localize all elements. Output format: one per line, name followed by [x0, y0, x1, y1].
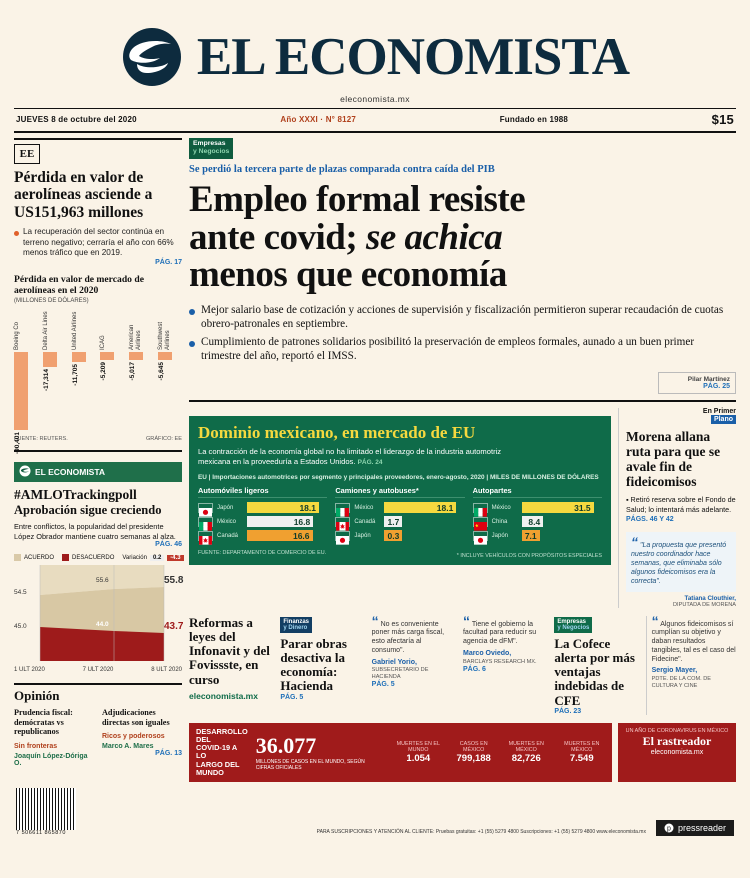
flag-icon-japón: [335, 531, 350, 541]
infographic-unit: EU | Importaciones automotrices por segmento y principales proveedores, enero-agosto, 2020 | MILES DE MILLONES DE DÓLARES: [198, 474, 599, 482]
opinion-title: Adjudicaciones directas son iguales: [102, 708, 170, 727]
panel-row: [198, 502, 327, 513]
brief-quote-text: Algunos fideicomisos sí cumplían su objetivo y daban resultados tangibles, tal es el caso del Fidecine".: [651, 620, 736, 663]
lead-headline: [189, 178, 736, 296]
rail-kicker-line1: En Primer: [702, 407, 736, 415]
byline-ref[interactable]: PÁG. 25: [703, 382, 730, 390]
lead-bullet-text: Cumplimiento de patrones solidarios posibilitó la preservación de empleos formales, aunado a un buen primer trimestre del año, reportó el IMSS.: [201, 336, 695, 363]
bar-item: [72, 310, 96, 386]
amlo-brand-bar: [14, 462, 182, 482]
opinion-author: Joaquín López-Dóriga O.: [14, 752, 88, 767]
rastreador-promo[interactable]: [618, 723, 736, 782]
airlines-bullet: [14, 227, 182, 259]
brief-ref[interactable]: PÁG. 23: [554, 708, 582, 715]
page-title: EL ECONOMISTA: [196, 28, 630, 86]
variation-up: 0.2: [150, 555, 164, 561]
brief-quote-role: PDTE. DE LA COM. DE CULTURA Y CINE: [651, 676, 712, 689]
panel-country: Japón: [491, 532, 509, 539]
byline-name: Pilar Martínez: [687, 375, 730, 383]
lead-headline-line3: menos que economía: [189, 254, 507, 296]
bar-category: Delta Air Lines: [42, 311, 49, 351]
lead-headline-emphasis: se achica: [365, 216, 503, 258]
brief-tag: [280, 617, 312, 633]
amlo-subtitle: Aprobación sigue creciendo: [14, 503, 162, 518]
brief-headline: Reformas a leyes del Infonavit y del Fovissste, en curso: [189, 614, 270, 687]
covid-stat-value: 1.054: [406, 752, 431, 764]
footer-fine-print: PARA SUSCRIPCIONES Y ATENCIÓN AL CLIENTE: Pruebas gratuitas: +1 (55) 5279 4800 Suscripciones: +1 (55) 5279 4800 www.eleconomista.mx: [316, 829, 646, 836]
amlo-area-chart: [14, 565, 182, 665]
bar-item: [14, 310, 38, 454]
panel-bar: 18.1: [384, 502, 456, 513]
brief-hacienda[interactable]: [280, 616, 364, 715]
rail-headline: Morena allana ruta para que se avale fin de fideicomisos: [626, 428, 721, 490]
covid-stat-value: 82,726: [511, 752, 541, 764]
infographic-source: FUENTE: DEPARTAMENTO DE COMERCIO DE EU.: [198, 550, 327, 557]
bar-value: -5,645: [158, 362, 166, 381]
panel-country: México: [217, 518, 237, 525]
quote-mark-icon: “: [631, 534, 638, 551]
flag-icon-méxico: [473, 503, 488, 513]
founded-year: Fundado en 1988: [499, 115, 569, 124]
amlo-x-3: 8 ULT 2020: [151, 667, 182, 674]
brief-quote-mayer[interactable]: [646, 612, 736, 715]
right-rail[interactable]: [618, 408, 736, 608]
legend-acuerdo-label: ACUERDO: [24, 554, 55, 561]
covid-bignum-block: [256, 733, 385, 771]
infographic-panel: [335, 486, 464, 544]
covid-stat-label: MUERTES EN EL MUNDO: [396, 740, 440, 753]
rastreador-title: El rastreador: [642, 734, 712, 748]
covid-stat-label: MUERTES EN MÉXICO: [564, 740, 600, 753]
amlo-y-top-left: 54.5: [14, 589, 27, 597]
lead-kicker-line2: y Negocios: [193, 148, 230, 156]
lead-headline-line2: ante covid;: [189, 216, 366, 258]
covid-stat-label: MUERTES EN MÉXICO: [508, 740, 544, 753]
brief-tag-line1: Empresas: [557, 618, 586, 625]
opinion-header: Opinión: [14, 683, 182, 704]
panel-country: Japón: [354, 532, 371, 539]
bar-category: Southwest Airlines: [158, 322, 172, 351]
brief-quote-name: Marco Oviedo,: [462, 649, 512, 657]
airlines-ref[interactable]: PÁG. 17: [155, 259, 182, 267]
panel-country: Canadá: [354, 518, 376, 525]
brief-quote-role: BARCLAYS RESEARCH MX.: [462, 658, 537, 665]
bar-category: United Airlines: [71, 311, 78, 351]
opinion-item[interactable]: [102, 708, 182, 766]
brief-tag-line2: y Negocios: [557, 624, 590, 631]
rail-bullet: ▪ Retiró reserva sobre el Fondo de Salud; lo intentará más adelante. PÁGS. 46 Y 42: [626, 495, 736, 523]
amlo-poll-block[interactable]: [14, 450, 182, 673]
logo-icon: [121, 26, 183, 88]
covid-label: [196, 728, 248, 777]
brief-quote-text: Tiene el gobierno la facultad para reducir su agencia de dFM".: [462, 620, 537, 646]
panel-row: [335, 530, 464, 541]
panel-bar: 31.5: [522, 502, 594, 513]
bar-value: -17,314: [42, 369, 50, 392]
amlo-ref[interactable]: PÁG. 46: [155, 541, 182, 549]
panel-row: [473, 516, 602, 527]
chart-source: FUENTE: REUTERS.: [14, 436, 68, 443]
lead-kicker-line1: Empresas: [193, 140, 226, 147]
rail-ref[interactable]: PÁGS. 46 Y 42: [626, 515, 674, 523]
infographic-panel: [198, 486, 327, 544]
bar-rect: [158, 352, 172, 360]
bar-category: Boeing Co: [14, 322, 20, 351]
opinion-ref[interactable]: PÁG. 13: [155, 750, 182, 758]
panel-title: Automóviles ligeros: [198, 486, 327, 498]
covid-stats: [189, 723, 612, 782]
brief-url[interactable]: eleconomista.mx: [189, 691, 258, 701]
divider-thick: [14, 131, 736, 133]
covid-label-l1: DESARROLLO DEL: [196, 727, 248, 745]
brief-tag-line2: y Dinero: [283, 624, 308, 631]
bullet-dot-icon: [14, 231, 19, 236]
covid-stat-value: 799,188: [456, 752, 491, 764]
covid-bignum-sub: MILLONES DE CASOS EN EL MUNDO, SEGÚN CIFRAS OFICIALES: [255, 759, 365, 772]
amlo-mid-top: 55.6: [96, 577, 109, 585]
bar-item: [158, 310, 182, 380]
chart-unit: (MILLONES DE DÓLARES): [14, 298, 89, 305]
lead-kicker: [189, 138, 233, 159]
bar-rect: [14, 352, 28, 430]
infographic-description-text: La contracción de la economía global no ha limitado el liderazgo de la industria automotriz mexicana en la proveeduría a Estados Unidos.: [198, 446, 502, 466]
bar-item: [100, 310, 124, 380]
covid-stat: [453, 741, 494, 764]
variation-box: [122, 555, 183, 561]
brief-quote-yorio[interactable]: [371, 612, 456, 715]
flag-icon-china: [473, 517, 488, 527]
brief-quote-oviedo[interactable]: [462, 612, 547, 715]
covid-bar: [189, 723, 736, 782]
panel-country: México: [491, 504, 511, 511]
amlo-x-1: 1 ULT 2020: [14, 667, 45, 674]
rail-quote-role: DIPUTADA DE MORENA: [673, 601, 736, 608]
panel-row: [198, 530, 327, 541]
date-bar: [0, 109, 750, 130]
variation-label: Variación: [122, 554, 147, 561]
infographic-ref[interactable]: PÁG. 24: [357, 458, 383, 466]
brief-infonavit[interactable]: [189, 616, 273, 715]
rail-quote: [626, 532, 736, 591]
infographic-description: [198, 447, 528, 467]
brief-ref[interactable]: PÁG. 5: [280, 693, 304, 701]
airlines-bullet-text: La recuperación del sector continúa en terreno negativo; cerraría el año con 66% menos tráfico que en 2019.: [23, 227, 174, 258]
chart-title: Pérdida en valor de mercado de aerolíneas en el 2020: [14, 274, 144, 297]
covid-stat-list: [392, 741, 605, 764]
svg-text:p: p: [667, 825, 671, 833]
infographic-title: Dominio mexicano, en mercado de EU: [198, 422, 476, 442]
brief-quote-role: SUBSECRETARIO DE HACIENDA: [371, 667, 429, 681]
brief-headline: La Cofece alerta por más ventajas indebidas de CFE: [554, 635, 635, 708]
panel-bar: 0.3: [384, 530, 402, 541]
brief-headline: Parar obras desactiva la economía: Hacienda: [280, 635, 347, 694]
lead-headline-line1: Empleo formal resiste: [189, 178, 526, 220]
infographic-note: * INCLUYE VEHÍCULOS CON PROPÓSITOS ESPECIALES: [456, 553, 602, 560]
rail-kicker: [626, 408, 736, 424]
covid-stat: [503, 741, 550, 764]
panel-row: [335, 516, 464, 527]
flag-icon-méxico: [335, 503, 350, 513]
amlo-end-top: 55.8: [164, 575, 184, 587]
brief-cofece[interactable]: [554, 616, 638, 715]
covid-stat: [392, 741, 444, 764]
covid-label-l2: COVID-19 A LO: [196, 743, 237, 761]
flag-icon-japón: [473, 531, 488, 541]
airlines-headline: Pérdida en valor de aerolíneas asciende a US151,963 millones: [14, 169, 153, 221]
pressreader-icon: [664, 823, 674, 833]
covid-label-l3: LARGO DEL MUNDO: [196, 759, 240, 777]
legend-acuerdo: [14, 554, 54, 561]
legend-desacuerdo-label: DESACUERDO: [72, 554, 115, 561]
legend-desacuerdo: [62, 554, 114, 561]
panel-country: Japón: [217, 504, 234, 511]
panel-bar: 8.4: [522, 516, 544, 527]
bar-category: American Airlines: [129, 324, 143, 351]
bar-rect: [100, 352, 114, 360]
covid-stat-value: 7.549: [569, 752, 594, 764]
panel-bar: 16.6: [247, 530, 313, 541]
panel-row: [198, 516, 327, 527]
bar-value: -5,017: [129, 362, 137, 381]
quote-mark-icon: “: [371, 612, 379, 629]
amlo-end-bottom: 43.7: [164, 621, 184, 633]
panel-bar: 18.1: [247, 502, 319, 513]
infographic-panel: [473, 486, 602, 544]
page-footer: [0, 782, 750, 844]
covid-bignum: 36.077: [255, 733, 317, 759]
flag-icon-japón: [198, 503, 213, 513]
bar-value: -90,401: [14, 432, 21, 455]
bar-rect: [43, 352, 57, 367]
infographic-mexican-auto: [189, 416, 611, 565]
panel-country: Canadá: [217, 532, 239, 539]
brief-ref[interactable]: PÁG. 6: [462, 665, 486, 673]
quote-mark-icon: “: [651, 612, 659, 629]
pressreader-label: pressreader: [677, 822, 726, 833]
brief-quote-name: Gabriel Yorio,: [371, 658, 417, 666]
bar-rect: [129, 352, 143, 360]
lead-bullet-text: Mejor salario base de cotización y acciones de supervisión y fiscalización permitieron superar recaudación de cuotas obrero-patronales en septiembre.: [201, 304, 724, 330]
brief-quote-text: No es conveniente poner más carga fiscal, esto afectaría al consumo".: [371, 620, 445, 654]
bottom-briefs: [189, 612, 736, 715]
chart-credit: GRÁFICO: EE: [145, 436, 182, 443]
barcode-number: 7 506611 865870: [16, 829, 66, 836]
publication-date: JUEVES 8 de octubre del 2020: [16, 115, 137, 124]
amlo-x-2: 7 ULT 2020: [82, 667, 114, 674]
panel-row: [335, 502, 464, 513]
rail-bullet-text: Retiró reserva sobre el Fondo de Salud; lo intentará más adelante.: [626, 495, 736, 514]
brief-tag: [554, 617, 592, 633]
panel-bar: 16.8: [247, 516, 313, 527]
amlo-logo-icon: [19, 465, 31, 479]
panel-title: Autopartes: [473, 486, 602, 498]
opinion-item[interactable]: [14, 708, 94, 766]
amlo-y-bottom-left: 45.0: [14, 623, 27, 631]
bar-value: -5,209: [100, 362, 108, 381]
bar-category: ICAG: [100, 335, 107, 351]
variation-down: -4.3: [167, 555, 183, 561]
pressreader-badge[interactable]: [656, 820, 734, 836]
masthead: [0, 0, 750, 92]
barcode-block: [16, 788, 76, 836]
left-column: [14, 138, 182, 782]
amlo-brand-label: EL ECONOMISTA: [35, 467, 106, 478]
lead-story[interactable]: [189, 138, 736, 394]
edition-number: Año XXXI · N° 8127: [280, 115, 357, 124]
panel-bar: 7.1: [522, 530, 540, 541]
ee-badge: EE: [14, 144, 40, 164]
lead-bullet: [189, 304, 736, 331]
flag-icon-canadá: [198, 531, 213, 541]
opinion-section: Sin fronteras: [14, 742, 58, 750]
rastreador-top: UN AÑO DE CORONAVIRUS EN MÉXICO: [625, 728, 729, 734]
bar-item: [43, 310, 67, 391]
lead-subhead: Se perdió la tercera parte de plazas comparada contra caída del PIB: [189, 163, 495, 175]
opinion-section: Ricos y poderosos: [102, 733, 165, 741]
lead-bullets: [189, 304, 736, 364]
amlo-legend: [14, 554, 182, 561]
brief-quote-name: Sergio Mayer,: [651, 667, 698, 675]
opinion-author: Marco A. Mares: [102, 743, 154, 751]
content-columns: [0, 138, 750, 782]
bullet-dot-icon: [189, 341, 195, 347]
byline: [658, 372, 736, 394]
opinion-grid: [14, 708, 182, 766]
rail-quote-name: Tatiana Clouthier,: [684, 594, 736, 602]
covid-stat-label: CASOS EN MÉXICO: [459, 740, 488, 753]
bullet-dot-icon: [189, 309, 195, 315]
brief-ref[interactable]: PÁG. 5: [371, 681, 395, 689]
flag-icon-méxico: [198, 517, 213, 527]
barcode-icon: [16, 788, 76, 830]
lead-bullet: [189, 336, 736, 363]
panel-bar: 1.7: [384, 516, 402, 527]
panel-title: Camiones y autobuses*: [335, 486, 464, 498]
amlo-x-labels: [14, 667, 182, 673]
amlo-mid-bottom: 44.0: [96, 621, 109, 629]
amlo-hashtag: #AMLOTrackingpoll: [14, 487, 137, 503]
price: $15: [711, 112, 734, 127]
main-column: [189, 138, 736, 782]
masthead-website[interactable]: eleconomista.mx: [340, 94, 410, 104]
amlo-text: Entre conflictos, la popularidad del presidente López Obrador mantiene cuatro semanas al alza.: [14, 522, 176, 541]
panel-row: [473, 530, 602, 541]
bar-item: [129, 310, 153, 380]
bar-value: -11,705: [71, 364, 79, 386]
panel-row: [473, 502, 602, 513]
opinion-title: Prudencia fiscal: demócratas vs republicanos: [14, 708, 73, 737]
panel-country: China: [491, 518, 508, 525]
airlines-story[interactable]: [14, 138, 182, 455]
quote-mark-icon: “: [462, 612, 470, 629]
covid-stat: [558, 741, 605, 764]
brief-tag-line1: Finanzas: [283, 618, 310, 625]
rail-quote-text: "La propuesta que presentó nuestro coordinador hace semanas, que eliminaba sólo algunos fideicomisos era la correcta".: [631, 542, 727, 586]
panel-country: México: [354, 504, 374, 511]
rail-kicker-line2: Plano: [711, 415, 736, 424]
rastreador-url[interactable]: eleconomista.mx: [650, 749, 704, 756]
infographic-panels: [198, 486, 602, 544]
bar-rect: [72, 352, 86, 362]
chart-source-row: [14, 436, 182, 442]
flag-icon-canadá: [335, 517, 350, 527]
